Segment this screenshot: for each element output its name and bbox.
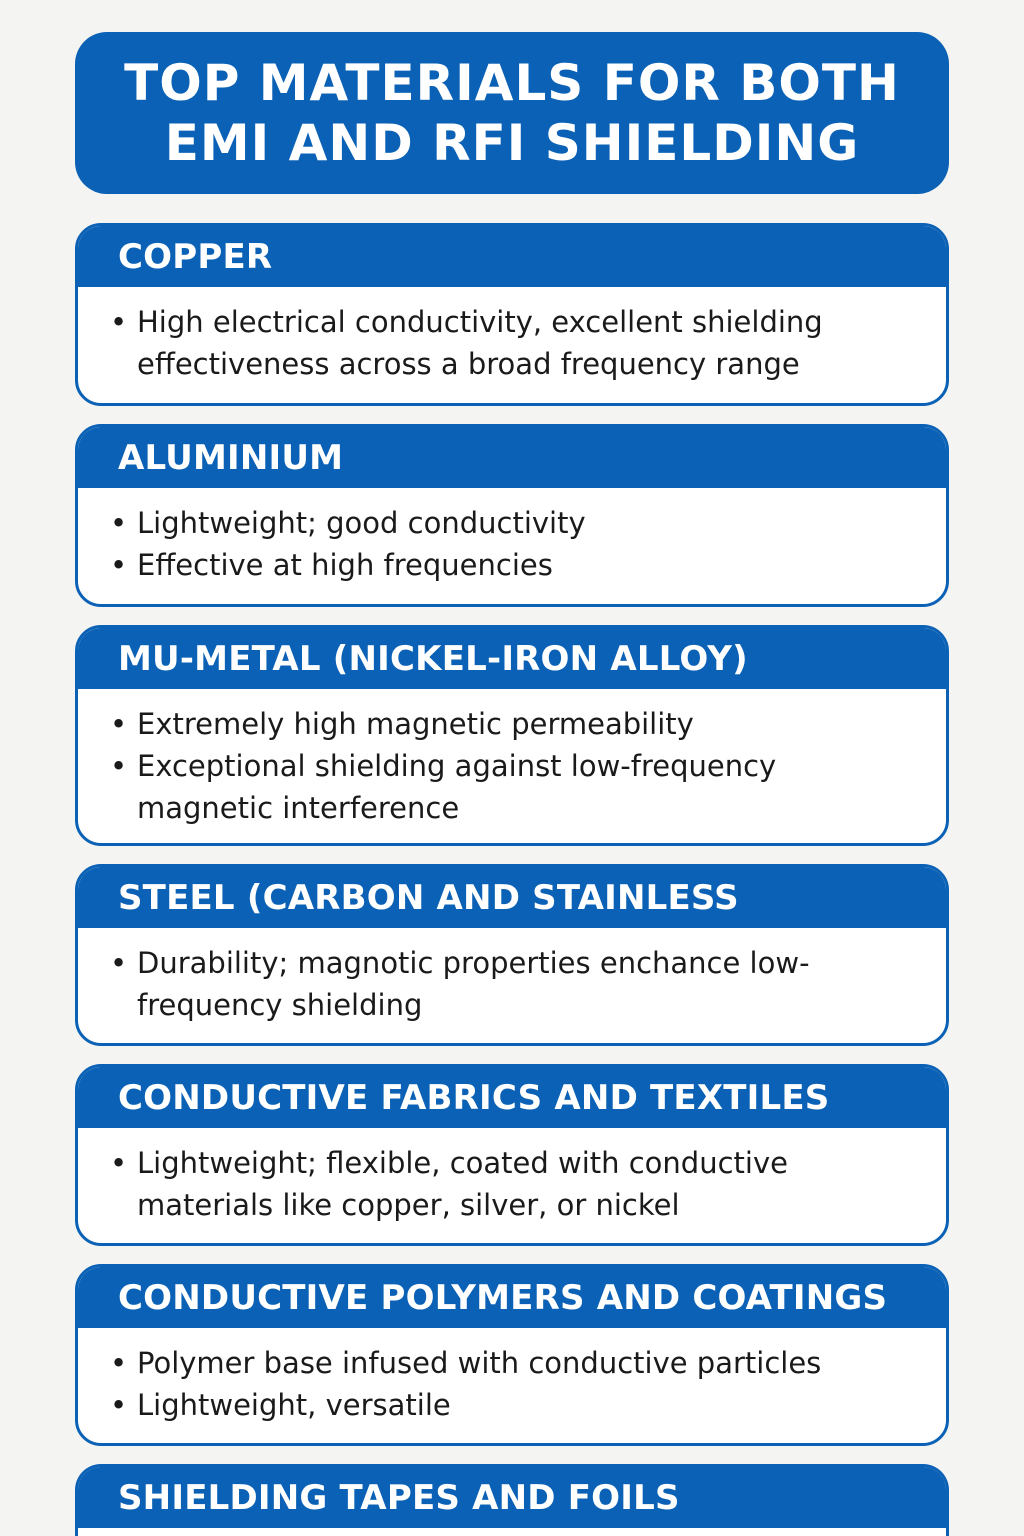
bullet-item <box>110 942 916 1026</box>
bullet-text: Lightweight; good conductivity <box>137 506 586 540</box>
material-name: ALUMINIUM <box>118 437 344 478</box>
bullet-text: Exceptional shielding against low-frequency magnetic interference <box>137 749 777 825</box>
bullet-text: Extremely high magnetic permeability <box>137 707 694 741</box>
bullet-dot: • <box>110 946 128 980</box>
bullet-text: Durability; magnotic properties enchance low-frequency shielding <box>137 946 810 1022</box>
material-card-conductive-polymers <box>75 1264 949 1446</box>
bullet-dot: • <box>110 707 128 741</box>
bullet-text: High electrical conductivity, excellent shielding effectiveness across a broad frequency range <box>137 305 823 381</box>
material-card-steel <box>75 864 949 1046</box>
bullet-item <box>110 1342 916 1384</box>
bullet-item <box>110 1384 916 1426</box>
card-body <box>78 1128 946 1226</box>
card-body <box>78 928 946 1026</box>
material-name: CONDUCTIVE POLYMERS AND COATINGS <box>118 1277 888 1318</box>
bullet-dot: • <box>110 1388 128 1422</box>
bullet-dot: • <box>110 749 128 783</box>
bullet-dot: • <box>110 506 128 540</box>
card-header <box>78 226 946 287</box>
material-card-aluminium <box>75 424 949 607</box>
bullet-text: Lightweight; flexible, coated with conductive materials like copper, silver, or nickel <box>137 1146 788 1222</box>
material-name: SHIELDING TAPES AND FOILS <box>118 1477 680 1518</box>
bullet-text: Polymer base infused with conductive particles <box>137 1346 822 1380</box>
card-header <box>78 427 946 488</box>
material-card-shielding-tapes <box>75 1464 949 1536</box>
card-header <box>78 867 946 928</box>
card-header <box>78 628 946 689</box>
material-name: COPPER <box>118 236 273 277</box>
bullet-item <box>110 301 916 385</box>
card-header <box>78 1067 946 1128</box>
bullet-text: Lightweight, versatile <box>137 1388 451 1422</box>
card-header <box>78 1267 946 1328</box>
bullet-item <box>110 1142 916 1226</box>
bullet-item <box>110 745 916 829</box>
material-card-conductive-fabrics <box>75 1064 949 1246</box>
bullet-dot: • <box>110 1346 128 1380</box>
bullet-item <box>110 502 916 544</box>
title-banner <box>75 32 949 194</box>
bullet-item <box>110 703 916 745</box>
material-card-mu-metal <box>75 625 949 846</box>
card-body <box>78 287 946 385</box>
bullet-dot: • <box>110 305 128 339</box>
page-title: TOP MATERIALS FOR BOTH EMI AND RFI SHIELDING <box>124 54 900 172</box>
bullet-text: Effective at high frequencies <box>137 548 553 582</box>
bullet-dot: • <box>110 548 128 582</box>
material-card-copper <box>75 223 949 406</box>
bullet-dot: • <box>110 1146 128 1180</box>
card-body <box>78 488 946 586</box>
bullet-item <box>110 544 916 586</box>
material-name: STEEL (CARBON AND STAINLESS <box>118 877 739 918</box>
card-body <box>78 1328 946 1426</box>
card-header <box>78 1467 946 1528</box>
material-name: MU-METAL (NICKEL-IRON ALLOY) <box>118 638 748 679</box>
material-name: CONDUCTIVE FABRICS AND TEXTILES <box>118 1077 830 1118</box>
card-body <box>78 689 946 829</box>
